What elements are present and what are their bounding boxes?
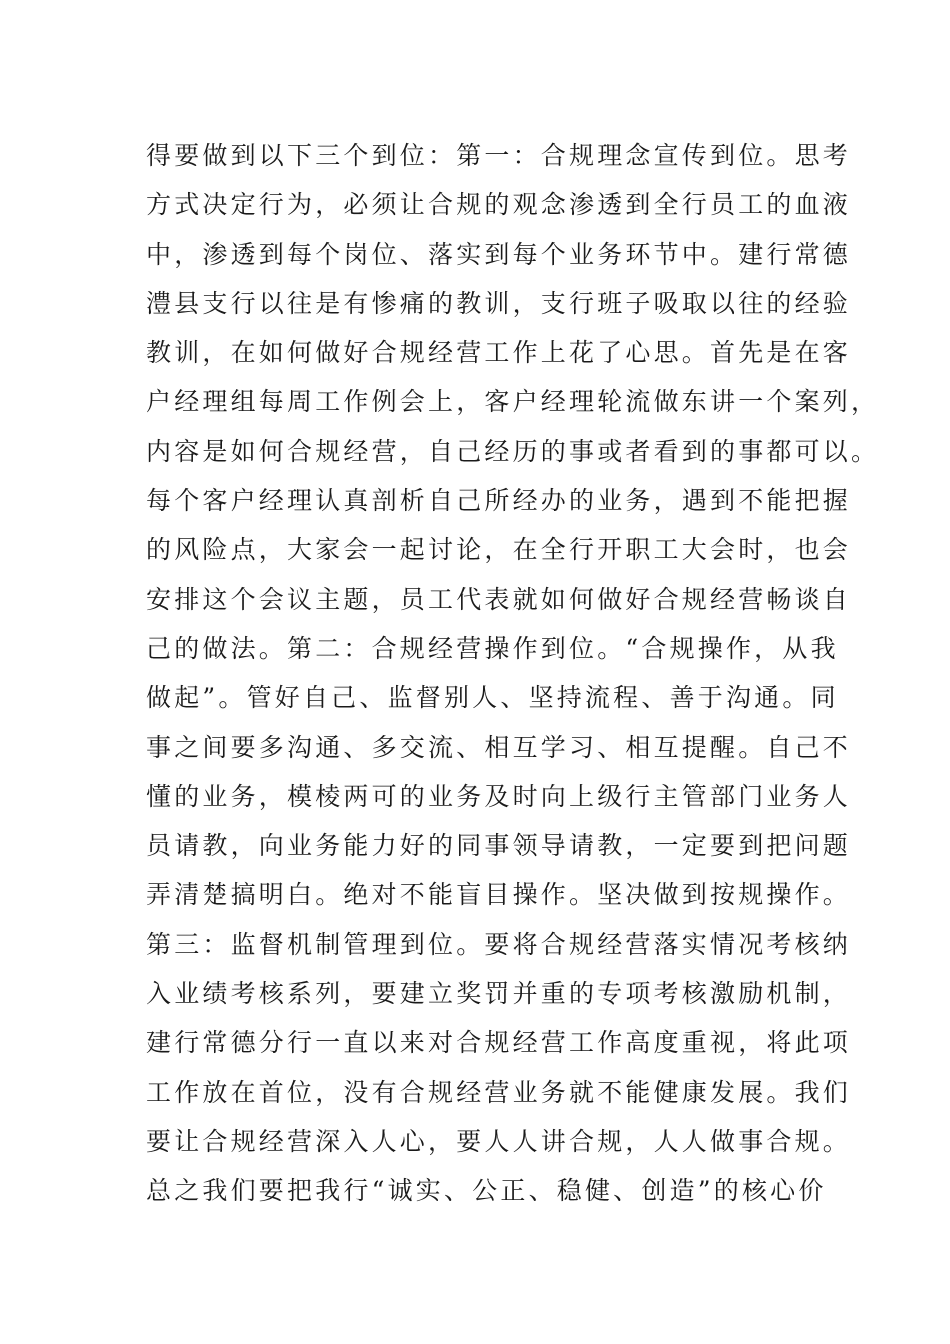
text-line: 得要做到以下三个到位：第一：合规理念宣传到位。思考 (146, 141, 852, 170)
text-line: 做起”。管好自己、监督别人、坚持流程、善于沟通。同 (146, 683, 839, 713)
text-line: 安排这个会议主题，员工代表就如何做好合规经营畅谈自 (146, 584, 852, 614)
text-line: 户经理组每周工作例会上，客户经理轮流做东讲一个案列， (146, 387, 880, 417)
text-line: 中，渗透到每个岗位、落实到每个业务环节中。建行常德 (146, 239, 852, 269)
text-line: 总之我们要把我行“诚实、公正、稳健、创造”的核心价 (146, 1176, 827, 1206)
text-line: 每个客户经理认真剖析自己所经办的业务，遇到不能把握 (146, 486, 852, 516)
text-line: 第三：监督机制管理到位。要将合规经营落实情况考核纳 (146, 929, 852, 959)
body-text (146, 131, 880, 1216)
text-line: 入业绩考核系列，要建立奖罚并重的专项考核激励机制， (146, 979, 852, 1009)
text-line: 要让合规经营深入人心，要人人讲合规，人人做事合规。 (146, 1126, 852, 1156)
text-line: 员请教，向业务能力好的同事领导请教，一定要到把问题 (146, 831, 852, 861)
text-line: 弄清楚搞明白。绝对不能盲目操作。坚决做到按规操作。 (146, 880, 852, 910)
text-line: 内容是如何合规经营，自己经历的事或者看到的事都可以。 (146, 436, 880, 466)
text-line: 澧县支行以往是有惨痛的教训，支行班子吸取以往的经验 (146, 288, 852, 318)
text-line: 工作放在首位，没有合规经营业务就不能健康发展。我们 (146, 1077, 852, 1107)
text-line: 方式决定行为，必须让合规的观念渗透到全行员工的血液 (146, 190, 852, 220)
text-line: 建行常德分行一直以来对合规经营工作高度重视，将此项 (146, 1028, 852, 1058)
text-line: 的风险点，大家会一起讨论，在全行开职工大会时，也会 (146, 535, 852, 565)
text-line: 懂的业务，模棱两可的业务及时向上级行主管部门业务人 (146, 781, 852, 811)
text-line: 事之间要多沟通、多交流、相互学习、相互提醒。自己不 (146, 732, 852, 762)
text-line: 教训，在如何做好合规经营工作上花了心思。首先是在客 (146, 338, 852, 368)
text-line: 己的做法。第二：合规经营操作到位。“合规操作，从我 (146, 633, 839, 663)
